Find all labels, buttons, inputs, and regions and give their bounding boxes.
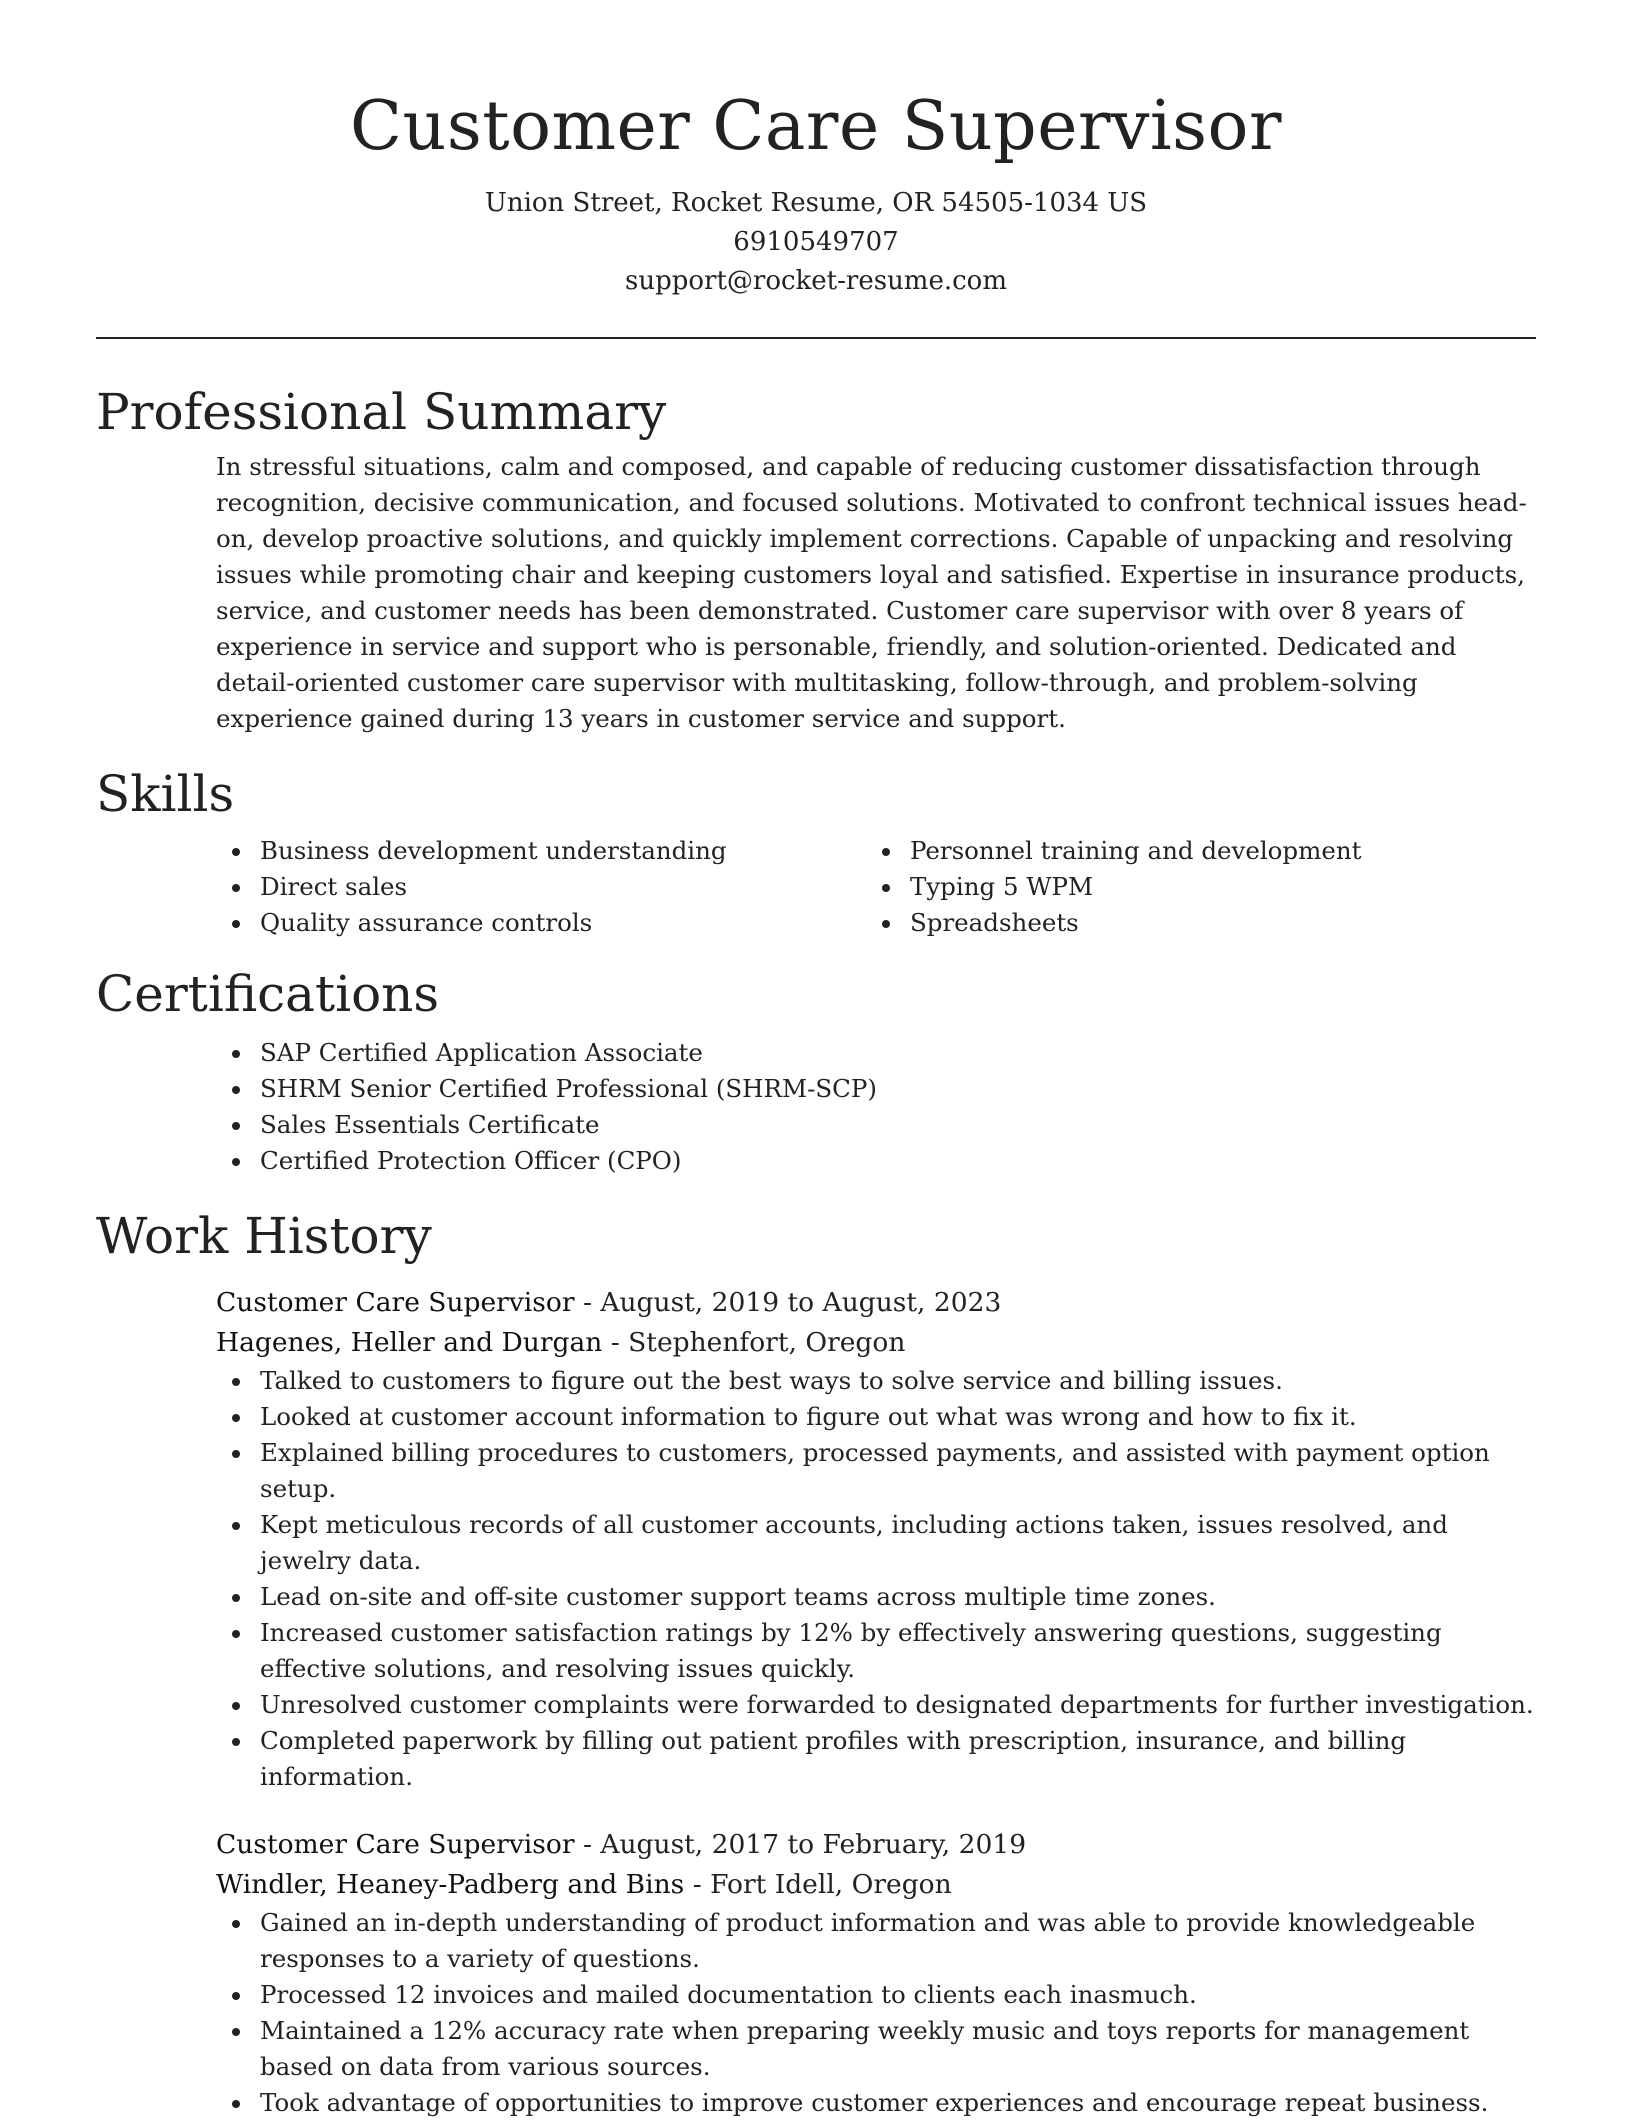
job-company: Hagenes, Heller and Durgan (216, 1327, 603, 1358)
job-location: Stephenfort, Oregon (628, 1327, 906, 1358)
summary-heading: Professional Summary (96, 383, 667, 441)
job-separator: - (602, 1327, 629, 1358)
job-title: Customer Care Supervisor (216, 1287, 575, 1318)
contact-phone: 6910549707 (733, 227, 899, 257)
certifications-section (96, 959, 1536, 1179)
job-bullet: Took advantage of opportunities to improve customer experiences and encourage repeat business. (216, 2085, 1536, 2121)
job-bullet: Kept meticulous records of all customer accounts, including actions taken, issues resolved, and jewelry data. (216, 1507, 1536, 1579)
job-bullet: Increased customer satisfaction ratings by 12% by effectively answering questions, suggesting effective solutions, and resolving issues quickly. (216, 1615, 1536, 1687)
skills-section (96, 759, 1536, 941)
job-title-line (216, 1825, 1536, 1865)
job-separator: - (574, 1287, 601, 1318)
skills-column-right (866, 833, 1516, 941)
certification-item: SAP Certified Application Associate (216, 1035, 1536, 1071)
work-history-section (96, 1201, 1536, 2121)
resume-header (96, 0, 1536, 301)
job-bullet: Processed 12 invoices and mailed documentation to clients each inasmuch. (216, 1977, 1536, 2013)
job-bullet: Explained billing procedures to customers, processed payments, and assisted with payment option setup. (216, 1435, 1536, 1507)
skill-item: Typing 5 WPM (866, 869, 1516, 905)
certifications-heading: Certifications (96, 965, 440, 1023)
job-bullet: Talked to customers to figure out the best ways to solve service and billing issues. (216, 1363, 1536, 1399)
job-company: Windler, Heaney-Padberg and Bins (216, 1869, 685, 1900)
job-bullet: Lead on-site and off-site customer support teams across multiple time zones. (216, 1579, 1536, 1615)
work-history-heading: Work History (96, 1207, 432, 1265)
summary-section (96, 377, 1536, 737)
job-title: Customer Care Supervisor (216, 1829, 575, 1860)
job-company-line (216, 1323, 1536, 1363)
certification-item: Certified Protection Officer (CPO) (216, 1143, 1536, 1179)
skills-column-left (216, 833, 866, 941)
skills-heading: Skills (96, 765, 235, 823)
certification-item: Sales Essentials Certificate (216, 1107, 1536, 1143)
job-company-line (216, 1865, 1536, 1905)
skills-grid (216, 833, 1536, 941)
contact-email: support@rocket-resume.com (624, 266, 1007, 296)
summary-text: In stressful situations, calm and composed, and capable of reducing customer dissatisfaction through recognition, decisive communication, and focused solutions. Motivated to confront technical issues head-on, develop proactive solutions, and quickly implement corrections. Capable of unpacking and resolving issues while promoting chair and keeping customers loyal and satisfied. Expertise in insurance products, service, and customer needs has been demonstrated. Customer care supervisor with over 8 years of experience in service and support who is personable, friendly, and solution-oriented. Dedicated and detail-oriented customer care supervisor with multitasking, follow-through, and problem-solving experience gained during 13 years in customer service and support. (216, 452, 1527, 733)
skill-item: Spreadsheets (866, 905, 1516, 941)
resume-page (96, 0, 1536, 2121)
header-divider (96, 337, 1536, 339)
job-dates: August, 2017 to February, 2019 (600, 1829, 1027, 1860)
job-separator: - (684, 1869, 711, 1900)
job-dates: August, 2019 to August, 2023 (600, 1287, 1002, 1318)
job-bullet: Unresolved customer complaints were forwarded to designated departments for further investigation. (216, 1687, 1536, 1723)
job-bullet: Maintained a 12% accuracy rate when preparing weekly music and toys reports for management based on data from various sources. (216, 2013, 1536, 2085)
candidate-name: Customer Care Supervisor (350, 87, 1282, 166)
skill-item: Business development understanding (216, 833, 866, 869)
certification-item: SHRM Senior Certified Professional (SHRM-SCP) (216, 1071, 1536, 1107)
job-bullet: Gained an in-depth understanding of product information and was able to provide knowledgeable responses to a variety of questions. (216, 1905, 1536, 1977)
skill-item: Direct sales (216, 869, 866, 905)
job-location: Fort Idell, Oregon (710, 1869, 952, 1900)
contact-address: Union Street, Rocket Resume, OR 54505-1034 US (484, 188, 1148, 218)
skill-item: Personnel training and development (866, 833, 1516, 869)
job-entry (216, 1283, 1536, 1795)
job-bullet: Completed paperwork by filling out patient profiles with prescription, insurance, and billing information. (216, 1723, 1536, 1795)
job-separator: - (574, 1829, 601, 1860)
job-entry (216, 1825, 1536, 2121)
job-bullet: Looked at customer account information to figure out what was wrong and how to fix it. (216, 1399, 1536, 1435)
job-title-line (216, 1283, 1536, 1323)
contact-info (96, 184, 1536, 301)
skill-item: Quality assurance controls (216, 905, 866, 941)
